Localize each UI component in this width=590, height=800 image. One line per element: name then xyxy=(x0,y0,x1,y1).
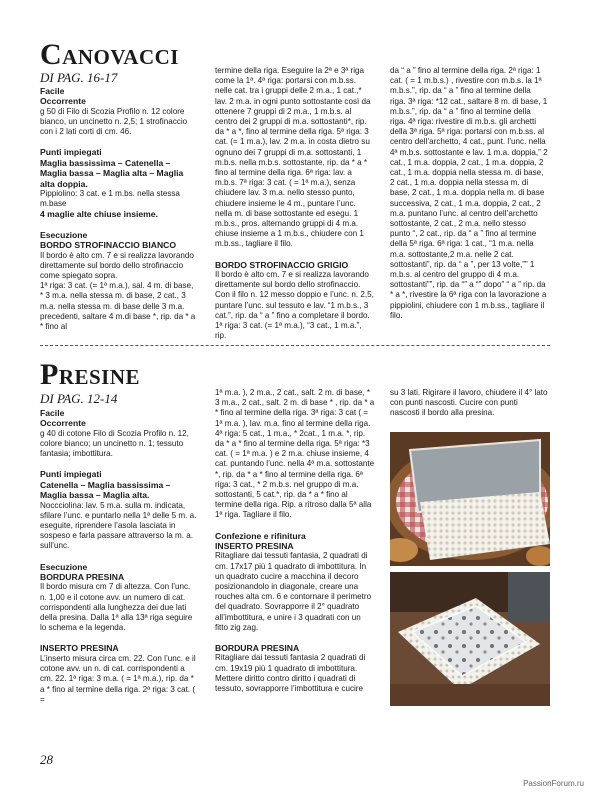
body-paragraph: Ritagliare dai tessuti fantasia 2 quadrati di cm. 19x19 più 1 quadrato di imbottitura. Mettere diritto contro diritto i quadrati di tessuto, sovrapporre l’imbottitura e cucire xyxy=(215,653,366,694)
spacer xyxy=(40,220,198,230)
section-heading: BORDURA PRESINA xyxy=(40,572,125,583)
spacer xyxy=(40,137,198,147)
section-heading: Confezione e rifinitura xyxy=(215,530,306,541)
spacer xyxy=(40,459,198,469)
section-divider xyxy=(40,345,550,346)
section-heading: Maglia bassissima – Catenella – Maglia bassa – Maglia alta – Maglia alta doppia. xyxy=(40,157,184,189)
section-heading: BORDO STROFINACCIO GRIGIO xyxy=(215,259,349,270)
body-paragraph: Il bordo è alto cm. 7 e si realizza lavorando direttamente sul bordo dello strofinaccio come spiegato sopra. xyxy=(40,250,194,281)
page-reference-presine: DI PAG. 12-14 xyxy=(40,391,118,406)
section-heading: Facile xyxy=(40,408,65,418)
spacer xyxy=(215,521,375,531)
canovacci-column-3 xyxy=(390,66,548,321)
presine-column-1 xyxy=(40,408,198,705)
section-heading: Esecuzione xyxy=(40,561,88,572)
body-paragraph: L’inserto misura circa cm. 22. Con l’unc. e il cotone avv. un n. di cat. corrispondenti a cm. 22. 1ª riga: 3 m.a. ( = 1ª m.a.), rip. da * a * fino al termine della riga. 2ª riga: 3 cat. ( = xyxy=(40,653,196,704)
body-paragraph: Il bordo è alto cm. 7 e si realizza lavorando direttamente sul bordo dello strofinaccio. Con il filo n. 12 messo doppio e l’unc. n. 2,5, puntare l’unc. sul tessuto e lav. “1 m.b.s., 3 cat.”, rip. da “ a ” fino a completare il bordo. 1ª riga: 3 cat. (= 1ª m.a.), “3 cat., 1 m.a.”, rip. xyxy=(215,270,374,341)
body-paragraph: g 50 di Filo di Scozia Profilo n. 12 colore bianco, un uncinetto n. 2,5; 1 strofinaccio con i 2 lati corti di cm. 46. xyxy=(40,106,188,137)
section-heading: INSERTO PRESINA xyxy=(40,643,119,654)
section-heading: INSERTO PRESINA xyxy=(215,541,294,552)
body-paragraph: da “ a ” fino al termine della riga. 2ª riga: 1 cat. ( = 1 m.b.s.) , rivestire con m.b.s. la 1ª m.b.s.”, rip. da “ a ” fino al termine della riga. 3ª riga: *12 cat., saltare 8 m. di base, 1 m.b.s.”, rip. da “ a ” fino al termine della riga. 4ª riga: rivestire di m.b.s. gli archetti della 3ª riga. 5ª riga: portarsi con m.b.ss. al centro dell’archetto, 4 cat., punt. l’unc. nella 4ª m.b.s. sottostante e lav. 1 m.a. doppia,” 2 cat., 1 m.a. doppia, 2 cat., 1 m.a. doppia, 2 cat., 1 m.a. doppia nella stessa m. di base, 2 cat., 1 m.a. doppia nella stessa m. di base, 2 cat., 1 m.a. doppia nella m. di base successiva, 2 cat., 1 m.a. doppia, 2 cat., 2 m.a. puntano l’unc. al centro dell’archetto sottostante, 2 cat., 2 m.a. nello stesso punto “, 2 cat., rip. da “ a ” fino al termine della 5ª riga. 6ª riga: 1 cat., “1 m.a. nella m.a. sottostante,2 m.a. nelle 2 cat. sottostanti”, rip. da “ a ”, per 13 volte,”” 1 m.b.s. al centro del gruppo di 4 m.a. sottostanti””, rip. da “” a “” dopo” “ a ” rip. da * a *, rivestire la 6ª riga con la lavorazione a pippiolini, chiudere con 1 m.b.ss., tagliare il filo. xyxy=(390,66,548,320)
section-heading: Occorrente xyxy=(40,96,86,107)
page-reference-canovacci: DI PAG. 16-17 xyxy=(40,70,118,85)
section-heading: BORDO STROFINACCIO BIANCO xyxy=(40,240,177,251)
section-heading: 4 maglie alte chiuse insieme. xyxy=(40,209,158,220)
watermark: PassionForum.ru xyxy=(523,779,584,788)
potholder-table-photo xyxy=(390,572,550,706)
spacer xyxy=(215,633,375,643)
section-heading: Facile xyxy=(40,86,65,96)
body-paragraph: 1ª riga: 3 cat. (= 1ª m.a.), sal. 4 m. di base, * 3 m.a. nella stessa m. di base, 2 cat., 3 m.a. nella stessa m. di base delle 3 m.a. precedenti, saltare 4 m.di base *, rip. da * a * fino al xyxy=(40,281,196,332)
body-paragraph: Noccciolina: lav. 5 m.a. sulla m. indicata, sfilare l’unc. e puntarlo nella 1ª delle 5 m. a. eseguite, riprendere l’asola lasciata in sospeso e farla passare attraverso la m. a. sull’unc. xyxy=(40,500,197,551)
body-paragraph: g 40 di cotone Filo di Scozia Profilo n. 12, colore bianco; un uncinetto n. 1; tessuto fantasia; imbottitura. xyxy=(40,428,189,459)
presine-column-3 xyxy=(390,388,548,419)
presine-column-2 xyxy=(215,388,375,694)
section-title-presine: PRESINE xyxy=(40,358,141,391)
canovacci-column-1 xyxy=(40,86,198,332)
section-heading: Punti impiegati xyxy=(40,469,102,480)
canovacci-column-2 xyxy=(215,66,375,341)
potholder-basket-photo xyxy=(390,432,550,566)
spacer xyxy=(40,552,198,562)
body-paragraph: Ritagliare dai tessuti fantasia, 2 quadrati di cm. 17x17 più 1 quadrato di imbottitura. In un quadrato cucire a macchina il decoro posizionandolo in diagonale, creare una rouches alta cm. 6 e contornare il perimetro del quadrato. Sovrapporre il 2° quadrato all’imbottitura, e unire i 3 quadrati con un fitto zig zag. xyxy=(215,551,372,632)
spacer xyxy=(215,250,375,260)
section-title-canovacci: CANOVACCI xyxy=(40,38,179,71)
section-heading: Punti impiegati xyxy=(40,147,102,158)
body-paragraph: su 3 lati. Rigirare il lavoro, chiudere il 4° lato con punti nascosti. Cucire con punti nascosti il bordo alla presina. xyxy=(390,388,548,418)
body-paragraph: 1ª m.a. ), 2 m.a., 2 cat., salt. 2 m. di base, * 3 m.a., 2 cat., salt. 2 m. di base * , rip. da * a * fino al termine della riga. 3ª riga: 3 cat ( = 1ª m.a. ), lav. m.a. fino al termine della riga. 4ª riga: 5 cat., 1 m.a., * 2cat., 1 m.a. *, rip. da * a * fino al termine della riga. 5ª riga: *3 cat. ( = 1ª m.a. ) e 2 m.a. chiuse insieme, 4 cat. puntando l’unc. nella 4ª m.a. sottostante *, rip. da * a * fino al termine della riga. 6ª riga: 3 cat., * 2 m.b.s. nel gruppo di m.a. sottostanti, 5 cat.*, rip. da * a * fino al termine della riga. Rip. a ritroso dalla 5ª alla 1ª riga. Tagliare il filo. xyxy=(215,388,375,520)
section-heading: Catenella – Maglia bassissima – Maglia bassa – Maglia alta. xyxy=(40,479,171,501)
section-heading: BORDURA PRESINA xyxy=(215,643,300,654)
body-paragraph: termine della riga. Eseguire la 2ª e 3ª riga come la 1ª. 4ª riga: portarsi con m.b.ss. nelle cat. tra i gruppi delle 2 m.a., 1 cat.,* lav. 2 m.a. in ogni punto sottostante così da ottenere 7 gruppi di 2 m.a., 1 m.b.s. al centro dei 2 gruppi di m.a. sottostanti*, rip. da * a *, fino al termine della riga. 5ª riga: 3 cat. (= 1 m.a.), lav. 2 m.a. in costa dietro su ognuno dei 7 gruppi di m.a. sottostanti, 1 m.b.s. nella m.b.s. sottostante, rip. da * a * fino al termine della riga. 6ª riga: lav. a m.b.s. 7ª riga: 3 cat. ( = 1ª m.a.), senza chiudere lav. 3 m.a. nello stesso punto, chiudere insieme le 4 m., puntare l’unc. nella m. di base sottostante ed esegu. 1 m.b.s., pros. alternando gruppi di 4 m.a. chiuse insieme a 1 m.b.s., chiudere con 1 m.b.ss., tagliare il filo. xyxy=(215,66,371,249)
body-paragraph: Il bordo misura cm 7 di altezza. Con l’unc. n. 1,00 e il cotone avv. un numero di cat. corrispondenti alla lunghezza dei due lati della presina. Dalla 1ª alla 13ª riga seguire lo schema e la legenda. xyxy=(40,582,193,633)
section-heading: Occorrente xyxy=(40,418,86,429)
body-paragraph: Pippiolino: 3 cat. e 1 m.bs. nella stessa m.base xyxy=(40,189,180,209)
section-heading: Esecuzione xyxy=(40,229,88,240)
page-number: 28 xyxy=(40,752,53,767)
spacer xyxy=(40,633,198,643)
